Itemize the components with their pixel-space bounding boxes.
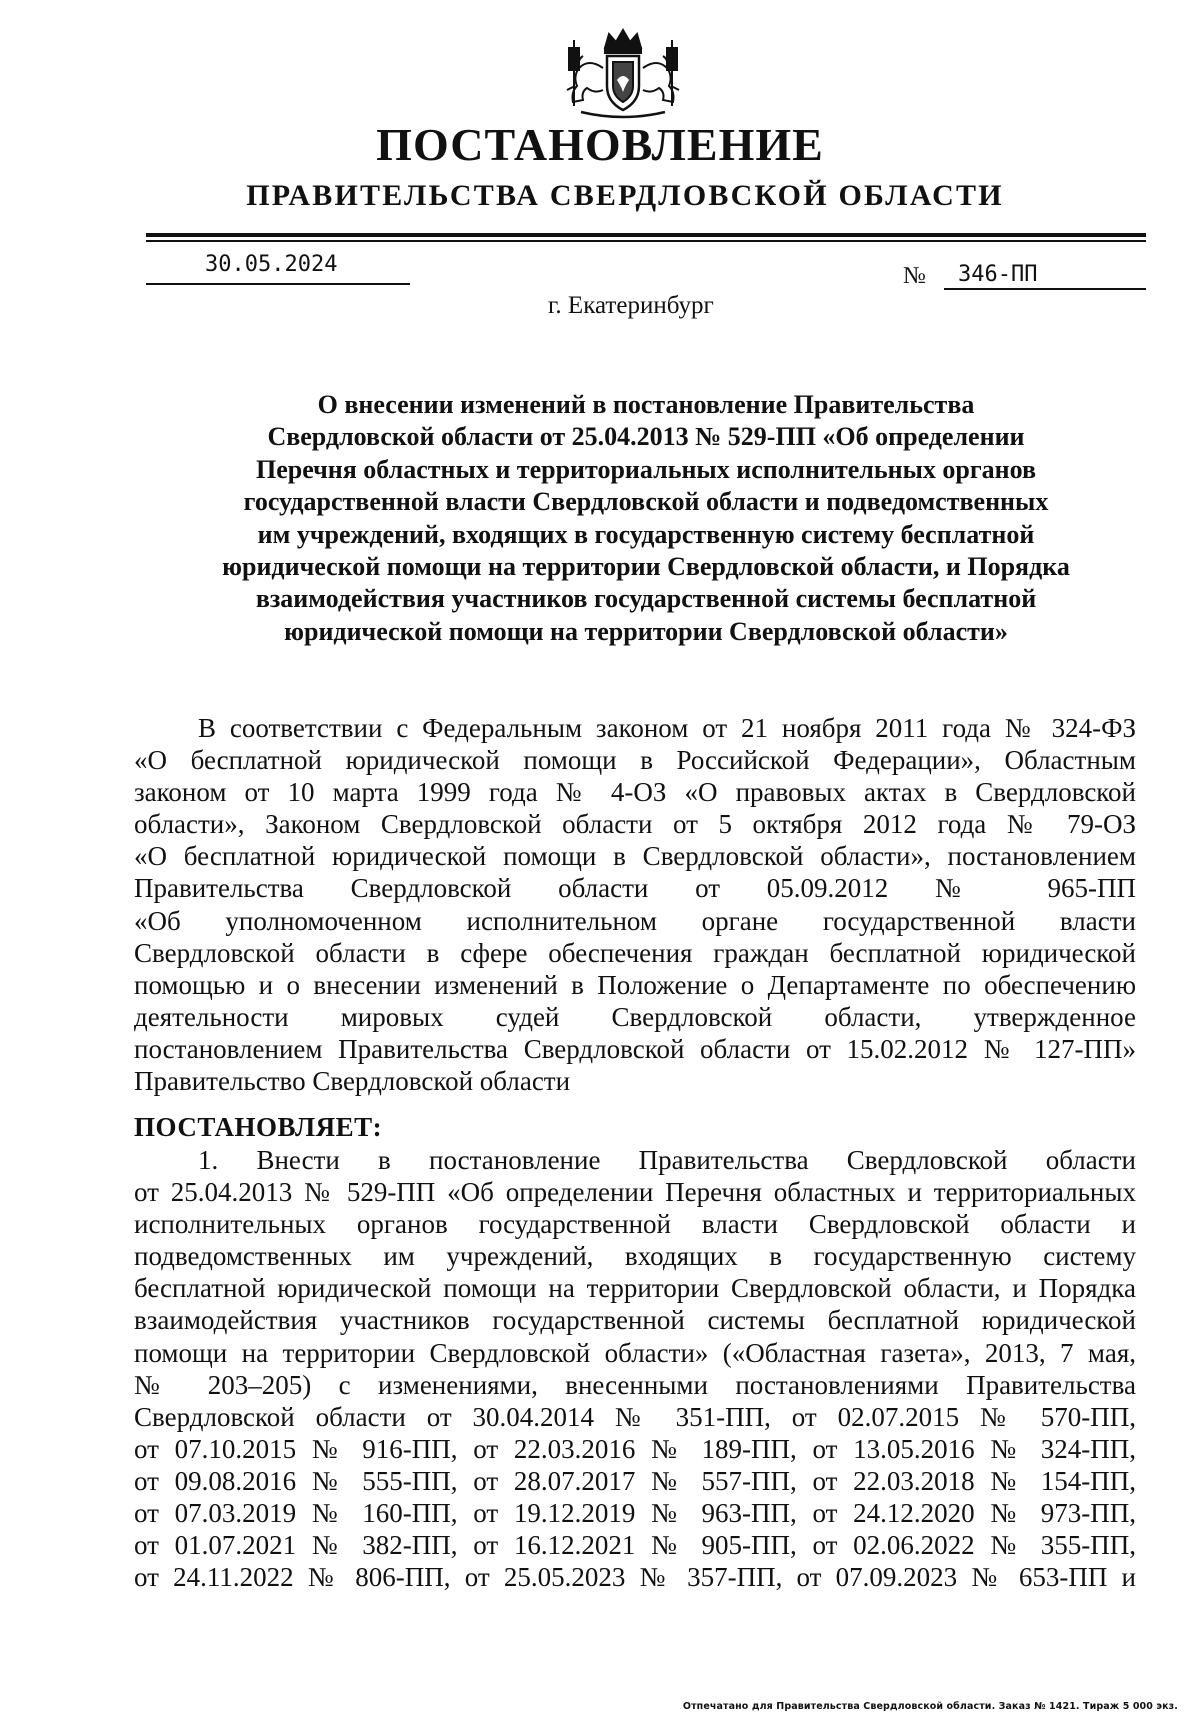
print-note: Отпечатано для Правительства Свердловской области. Заказ № 1421. Тираж 5 000 экз.	[682, 1701, 1178, 1712]
number-underline	[944, 288, 1146, 290]
preamble-line: области», Законом Свердловской области от 5 октября 2012 года № 79-ОЗ	[134, 809, 1136, 840]
preamble-line: Правительство Свердловской области	[134, 1066, 571, 1097]
item-1-line: № 203–205) с изменениями, внесенными постановлениями Правительства	[134, 1369, 1136, 1400]
title-line: Перечня областных и территориальных исполнительных органов	[255, 454, 1037, 484]
preamble-line: «О бесплатной юридической помощи в Российской Федерации», Областным	[134, 745, 1136, 776]
item-1-line: от 25.04.2013 № 529-ПП «Об определении Перечня областных и территориальных	[134, 1177, 1136, 1208]
item-1-paragraph	[134, 1144, 1136, 1593]
preamble-line: постановлением Правительства Свердловской области от 15.02.2012 № 127-ПП»	[134, 1033, 1136, 1064]
preamble-paragraph	[134, 712, 1136, 1097]
preamble-line: «Об уполномоченном исполнительном органе государственной власти	[134, 905, 1136, 936]
title-line: Свердловской области от 25.04.2013 № 529-ПП «Об определении	[267, 422, 1025, 452]
item-1-line: от 07.10.2015 № 916-ПП, от 22.03.2016 № 189-ПП, от 13.05.2016 № 324-ПП,	[134, 1433, 1136, 1464]
title-line: юридической помощи на территории Свердловской области»	[284, 616, 1008, 646]
item-1-line: от 07.03.2019 № 160-ПП, от 19.12.2019 № 963-ПП, от 24.12.2020 № 973-ПП,	[134, 1498, 1136, 1529]
title-line: взаимодействия участников государственной системы бесплатной	[255, 584, 1037, 614]
item-1-line: от 01.07.2021 № 382-ПП, от 16.12.2021 № 905-ПП, от 02.06.2022 № 355-ПП,	[134, 1530, 1136, 1561]
preamble-line: деятельности мировых судей Свердловской области, утвержденное	[134, 1001, 1136, 1032]
preamble-line: законом от 10 марта 1999 года № 4-ОЗ «О правовых актах в Свердловской	[134, 777, 1136, 808]
header-divider-thick	[146, 233, 1146, 237]
preamble-line: В соответствии с Федеральным законом от 21 ноября 2011 года № 324-ФЗ	[198, 713, 1136, 743]
preamble-line: помощью и о внесении изменений в Положение о Департаменте по обеспечению	[134, 969, 1136, 1000]
item-1-line: от 24.11.2022 № 806-ПП, от 25.05.2023 № 357-ПП, от 07.09.2023 № 653-ПП и	[134, 1562, 1136, 1593]
issue-city: г. Екатеринбург	[548, 292, 714, 319]
item-1-line: от 09.08.2016 № 555-ПП, от 28.07.2017 № 557-ПП, от 22.03.2018 № 154-ПП,	[134, 1465, 1136, 1496]
coat-of-arms-icon	[561, 28, 685, 120]
preamble-line: «О бесплатной юридической помощи в Свердловской области», постановлением	[134, 841, 1136, 872]
title-line: О внесении изменений в постановление Правительства	[317, 390, 975, 419]
document-type-heading: ПОСТАНОВЛЕНИЕ	[376, 119, 824, 170]
preamble-line: Свердловской области в сфере обеспечения граждан бесплатной юридической	[134, 937, 1136, 968]
item-1-line: исполнительных органов государственной власти Свердловской области и	[134, 1209, 1136, 1240]
document-date: 30.05.2024	[205, 252, 338, 277]
item-1-line: Свердловской области от 30.04.2014 № 351-ПП, от 02.07.2015 № 570-ПП,	[134, 1401, 1136, 1432]
item-1-line: подведомственных им учреждений, входящих в государственную систему	[134, 1241, 1136, 1272]
item-1-line: бесплатной юридической помощи на территории Свердловской области, и Порядка	[134, 1273, 1136, 1304]
item-1-line: взаимодействия участников государственной системы бесплатной юридической	[134, 1305, 1136, 1336]
title-line: им учреждений, входящих в государственную систему бесплатной	[257, 519, 1035, 549]
title-line: юридической помощи на территории Свердловской области, и Порядка	[222, 552, 1070, 582]
header-divider-thin	[146, 240, 1146, 242]
issuer-heading: ПРАВИТЕЛЬСТВА СВЕРДЛОВСКОЙ ОБЛАСТИ	[246, 179, 1004, 212]
item-1-line: 1. Внести в постановление Правительства Свердловской области	[198, 1145, 1136, 1175]
document-number: 346-ПП	[958, 262, 1038, 287]
document-title	[146, 389, 1146, 648]
date-underline	[146, 283, 410, 285]
decree-keyword: ПОСТАНОВЛЯЕТ:	[134, 1112, 383, 1142]
title-line: государственной власти Свердловской области и подведомственных	[243, 487, 1049, 517]
preamble-line: Правительства Свердловской области от 05.09.2012 № 965-ПП	[134, 873, 1136, 904]
number-sign: №	[903, 263, 926, 289]
item-1-line: помощи на территории Свердловской области» («Областная газета», 2013, 7 мая,	[134, 1337, 1136, 1368]
